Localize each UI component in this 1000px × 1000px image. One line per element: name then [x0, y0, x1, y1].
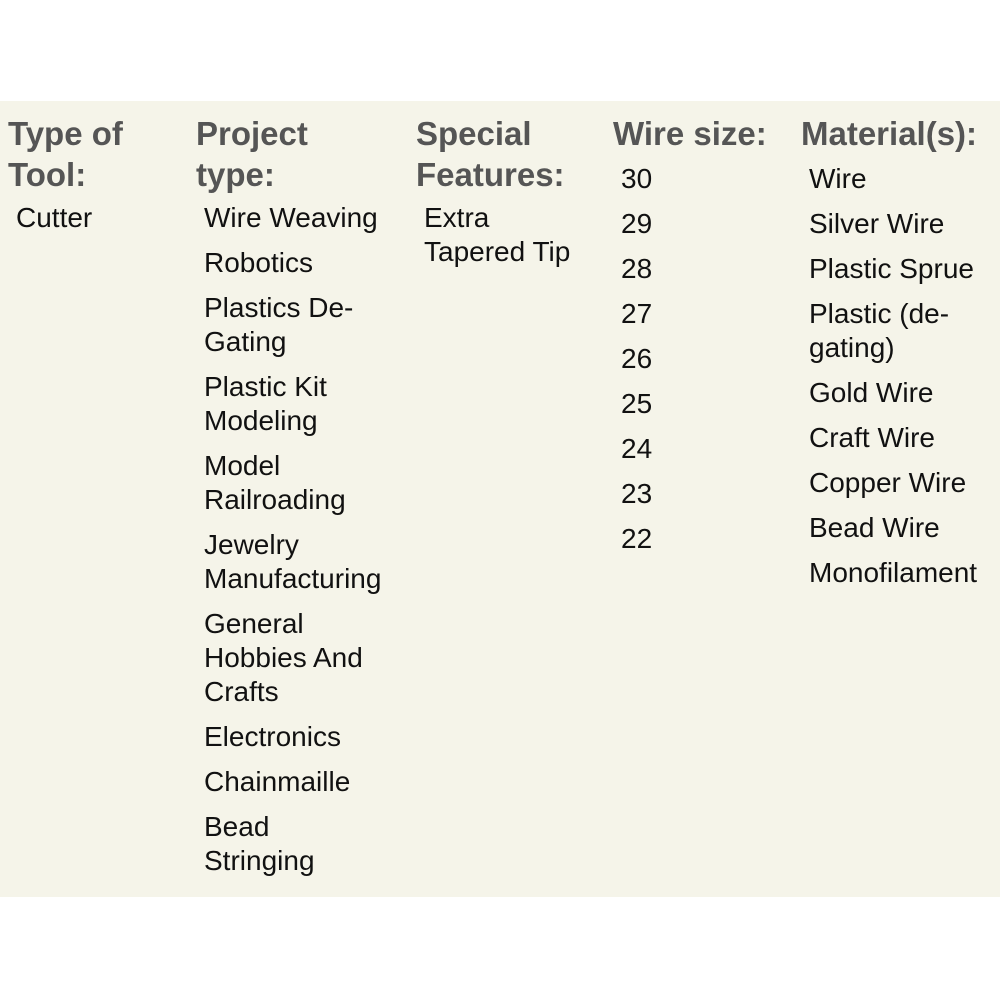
project-type-list	[196, 201, 411, 878]
project-type-item: Plastic Kit Modeling	[204, 371, 327, 436]
wire-size-list	[613, 162, 798, 556]
project-type-item: Chainmaille	[204, 766, 351, 797]
wire-size-item: 26	[621, 343, 653, 374]
project-type-item: Bead Stringing	[204, 811, 315, 876]
project-type-item: General Hobbies And Crafts	[204, 608, 363, 707]
special-features-column	[416, 113, 606, 280]
project-type-column	[196, 113, 411, 889]
special-features-list	[416, 201, 606, 269]
material-item: Craft Wire	[809, 422, 935, 453]
material-item: Plastic (de- gating)	[809, 298, 950, 363]
wire-size-item: 24	[621, 433, 653, 464]
materials-list	[801, 162, 1000, 590]
wire-size-header: Wire size:	[613, 115, 767, 152]
tool-type-item: Cutter	[16, 202, 93, 233]
wire-size-item: 22	[621, 523, 653, 554]
wire-size-item: 25	[621, 388, 653, 419]
special-feature-item: Extra Tapered Tip	[424, 202, 571, 267]
wire-size-item: 28	[621, 253, 653, 284]
material-item: Wire	[809, 163, 867, 194]
material-item: Gold Wire	[809, 377, 934, 408]
product-attributes-panel	[0, 101, 1000, 897]
wire-size-item: 23	[621, 478, 653, 509]
tool-type-list	[8, 201, 188, 235]
project-type-item: Jewelry Manufacturing	[204, 529, 382, 594]
materials-header: Material(s):	[801, 115, 978, 152]
project-type-item: Plastics De- Gating	[204, 292, 354, 357]
material-item: Plastic Sprue	[809, 253, 974, 284]
material-item: Bead Wire	[809, 512, 940, 543]
project-type-item: Robotics	[204, 247, 313, 278]
wire-size-column	[613, 113, 798, 567]
materials-column	[801, 113, 1000, 601]
project-type-item: Electronics	[204, 721, 341, 752]
tool-type-header: Type of Tool:	[8, 115, 123, 193]
tool-type-column	[8, 113, 188, 246]
wire-size-item: 27	[621, 298, 653, 329]
special-features-header: Special Features:	[416, 115, 565, 193]
wire-size-item: 30	[621, 163, 653, 194]
material-item: Copper Wire	[809, 467, 967, 498]
wire-size-item: 29	[621, 208, 653, 239]
project-type-item: Wire Weaving	[204, 202, 378, 233]
project-type-item: Model Railroading	[204, 450, 346, 515]
material-item: Silver Wire	[809, 208, 945, 239]
material-item: Monofilament	[809, 557, 978, 588]
project-type-header: Project type:	[196, 115, 308, 193]
